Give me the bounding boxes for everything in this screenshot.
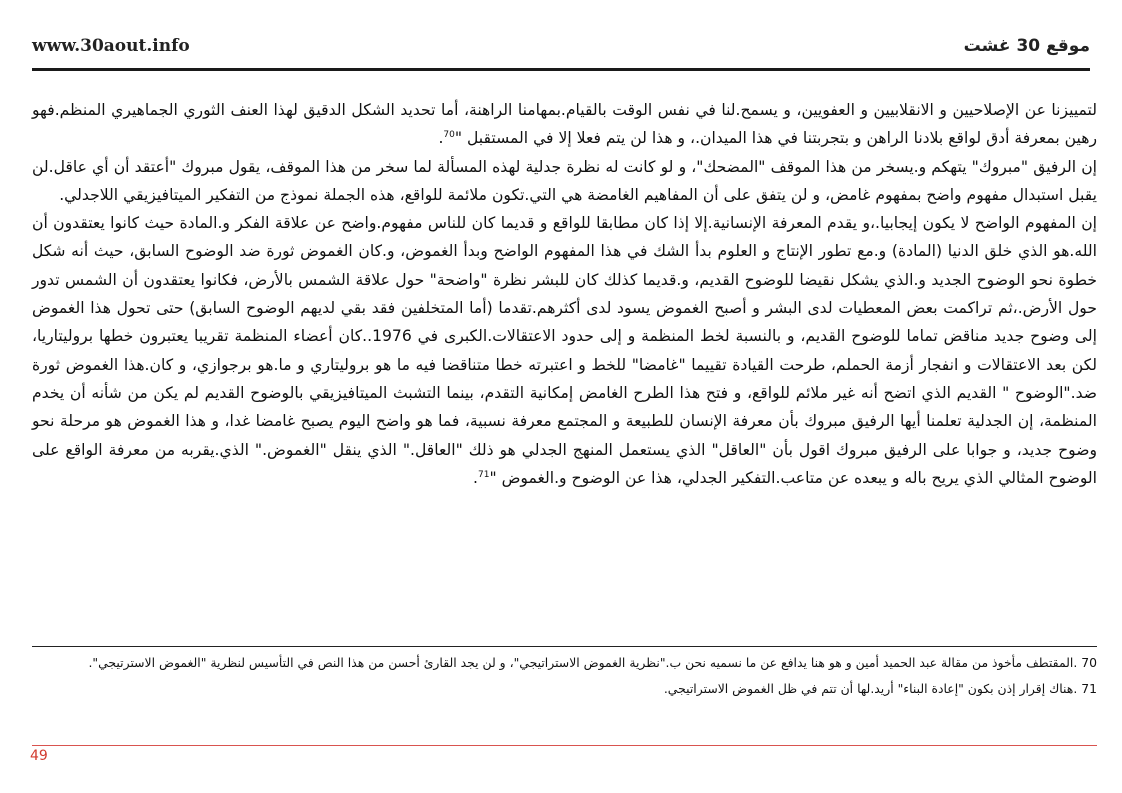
paragraph-1: لتمييزنا عن الإصلاحيين و الانقلابيين و العفويين، و يسمح.لنا في نفس الوقت بالقيام.بمهامنا الراهنة، أما تحديد الشكل الدقيق لهذا العنف الثوري الجماهيري المنظم.فهو رهين بمعرفة أدق لواقع بلادنا الراهن و بتجربتنا في هذا الميدان.، و هذا لن يتم فعلا إلا في المستقبل "$^{70}$. xyxy=(32,101,1097,148)
paragraph-2: إن الرفيق "مبروك" يتهكم و.يسخر من هذا الموقف "المضحك"، و لو كانت له نظرة جدلية لهذه المسألة لما سخر من هذا الموقف، يقول مبروك "أعتقد أن أي عاقل.لن يقبل استبدال مفهوم واضح بمفهوم غامض، و لن يتفق على أن المفاهيم الغامضة هي التي.تكون ملائمة للواقع، هذه الجملة نموذج من التفكير الميتافيزيقي اللاجدلي. xyxy=(32,157,1097,204)
footnote-71: 71 .هناك إقرار إذن بكون "إعادة البناء" أريد.لها أن تتم في ظل الغموض الاستراتيجي. xyxy=(663,681,1097,696)
footer-divider xyxy=(32,745,1097,746)
page-header xyxy=(32,30,1090,70)
site-url: www.30aout.info xyxy=(32,36,190,56)
site-title: موقع 30 غشت xyxy=(963,36,1090,56)
footnote-ref-70: 70 xyxy=(443,130,455,141)
header-divider xyxy=(32,68,1090,71)
page-number: 49 xyxy=(30,748,48,764)
paragraph-3-text: إن المفهوم الواضح لا يكون إيجابيا.،و يقدم المعرفة الإنسانية.إلا إذا كان مطابقا للواقع و قديما كان للناس مفهوم.واضح عن علاقة الفكر و.المادة حيث كانوا يعتقدون أن الله.هو الذي خلق الدنيا (المادة) و.مع تطور الإنتاج و العلوم بدأ الشك في هذا المفهوم الواضح وبدأ الغموض، و.كان الغموض ثورة ضد الوضوح السابق، حيث أنه شكل خطوة نحو الوضوح الجديد و.الذي يشكل نقيضا للوضوح القديم، و.قديما كذلك كان للبشر نظرة "واضحة" حول علاقة الشمس بالأرض، فكانوا يعتقدون أن الشمس تدور حول الأرض.،ثم تراكمت بعض المعطيات لدى البشر و أصبح الغموض يسود لدى أكثرهم.تقدما (أما المتخلفين فقد بقي لديهم الوضوح السابق) حتى تحول هذا الغموض إلى وضوح جديد مناقض تماما للوضوح القديم، و بالنسبة لخط المنظمة و إلى حدود الاعتقالات.الكبرى في 1976..كان أعضاء المنظمة تقريبا يعتبرون خطها بروليتاريا، لكن بعد الاعتقالات و انفجار أزمة الحملم، طرحت القيادة تقييما "غامضا" للخط و اعتبرته خطا متناقضا فيه ما هو بروليتاري و ما.هو برجوازي، و كان.هذا الغموض ثورة ضد."الوضوح " القديم الذي اتضح أنه غير ملائم للواقع، و فتح هذا الطرح الغامض إمكانية التقدم، بينما التشبث الميتافيزيقي بالوضوح القديم لم يكن من شأنه أن يخدم المنظمة، إن الجدلية تعلمنا أيها الرفيق مبروك بأن معرفة الإنسان للطبيعة و المجتمع معرفة نسبية، فما هو واضح اليوم يصبح غامضا غدا، و هذا الغموض هو مرحلة نحو وضوح جديد، و جوابا على الرفيق مبروك اقول بأن "العاقل" الذي يستعمل المنهج الجدلي هو ذلك "العاقل." الذي ينقل "الغموض." الذي.يقربه من معرفة الواقع على الوضوح المثالي الذي يريح باله و يبعده عن متاعب.التفكير الجدلي، هذا عن الوضوح و.الغموض " xyxy=(32,214,1097,487)
paragraph-3: إن المفهوم الواضح لا يكون إيجابيا.،و يقدم المعرفة الإنسانية.إلا إذا كان مطابقا للواقع و قديما كان للناس مفهوم.واضح عن علاقة الفكر و.المادة حيث كانوا يعتقدون أن الله.هو الذي خلق الدنيا (المادة) و.مع تطور الإنتاج و العلوم بدأ الشك في هذا المفهوم الواضح وبدأ الغموض، و.كان الغموض ثورة ضد الوضوح السابق، حيث أنه شكل خطوة نحو الوضوح الجديد و.الذي يشكل نقيضا للوضوح القديم، و.قديما كذلك كان للبشر نظرة "واضحة" حول علاقة الشمس بالأرض، فكانوا يعتقدون أن الشمس تدور حول الأرض.،ثم تراكمت بعض المعطيات لدى البشر و أصبح الغموض يسود لدى أكثرهم.تقدما (أما المتخلفين فقد بقي لديهم الوضوح السابق) حتى تحول هذا الغموض إلى وضوح جديد مناقض تماما للوضوح القديم، و بالنسبة لخط المنظمة و إلى حدود الاعتقالات.الكبرى في 1976..كان أعضاء المنظمة تقريبا يعتبرون خطها بروليتاريا، لكن بعد الاعتقالات و انفجار أزمة الحملم، طرحت القيادة تقييما "غامضا" للخط و اعتبرته خطا متناقضا فيه ما هو بروليتاري و ما.هو برجوازي، و كان.هذا الغموض ثورة ضد."الوضوح " القديم الذي اتضح أنه غير ملائم للواقع، و فتح هذا الطرح الغامض إمكانية التقدم، بينما التشبث الميتافيزيقي بالوضوح القديم لم يكن من شأنه أن يخدم المنظمة، إن الجدلية تعلمنا أيها الرفيق مبروك بأن معرفة الإنسان للطبيعة و المجتمع معرفة نسبية، فما هو واضح اليوم يصبح غامضا غدا، و هذا الغموض هو مرحلة نحو وضوح جديد، و جوابا على الرفيق مبروك اقول بأن "العاقل" الذي يستعمل المنهج الجدلي هو ذلك "العاقل." الذي ينقل "الغموض." الذي.يقربه من معرفة الواقع على الوضوح المثالي الذي يريح باله و يبعده عن متاعب.التفكير الجدلي، هذا عن الوضوح و.الغموض "$^{71}$. xyxy=(32,214,1097,487)
main-body-text xyxy=(32,96,1097,492)
paragraph-1-text: لتمييزنا عن الإصلاحيين و الانقلابيين و العفويين، و يسمح.لنا في نفس الوقت بالقيام.بمهامنا الراهنة، أما تحديد الشكل الدقيق لهذا العنف الثوري الجماهيري المنظم.فهو رهين بمعرفة أدق لواقع بلادنا الراهن و بتجربتنا في هذا الميدان.، و هذا لن يتم فعلا إلا في المستقبل " xyxy=(32,101,1097,148)
footnote-70: 70 .المقتطف مأخوذ من مقالة عبد الحميد أمين و هو هنا يدافع عن ما نسميه نحن ب."نظرية الغموض الاستراتيجي"، و لن يجد القارئ أحسن من هذا النص في التأسيس لنظرية "الغموض الاسترتيجي". xyxy=(88,655,1097,670)
footnote-ref-71: 71 xyxy=(477,469,490,480)
footnote-divider xyxy=(32,646,1097,647)
footnotes xyxy=(32,650,1097,702)
